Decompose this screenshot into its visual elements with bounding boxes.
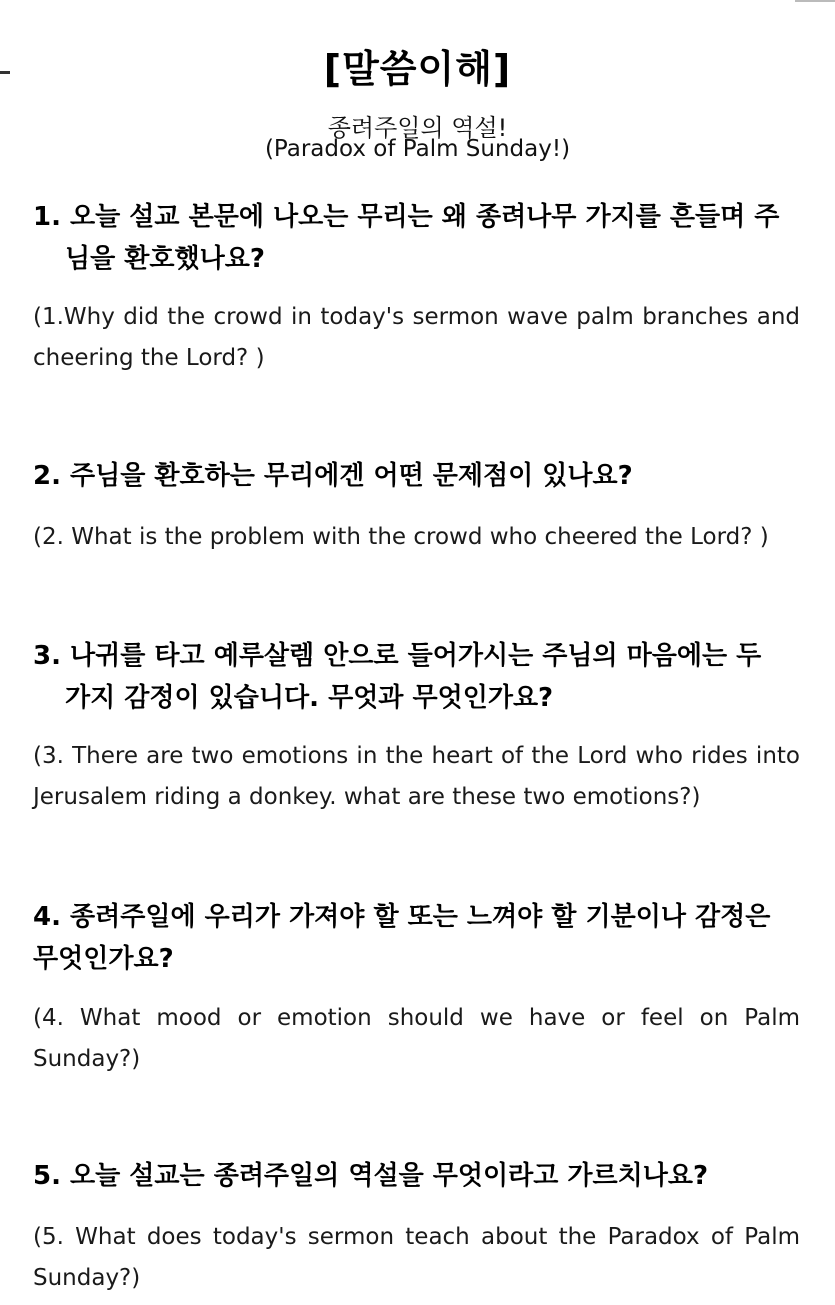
question-2-korean — [33, 455, 803, 497]
question-1-english: (1.Why did the crowd in today's sermon wave palm branches and cheering the Lord? ) — [33, 304, 800, 371]
question-3-korean — [33, 635, 803, 719]
question-5-english: (5. What does today's sermon teach about the Paradox of Palm Sunday?) — [33, 1224, 800, 1291]
question-3-english: (3. There are two emotions in the heart of the Lord who rides into Jerusalem riding a donkey. what are these two emotions?) — [33, 743, 800, 810]
subtitle-korean: 종려주일의 역설! — [327, 114, 508, 142]
question-1-korean-line1: 1. 오늘 설교 본문에 나오는 무리는 왜 종려나무 가지를 흔들며 주 — [33, 202, 780, 232]
question-3-korean-line1: 3. 나귀를 타고 예루살렘 안으로 들어가시는 주님의 마음에는 두 — [33, 641, 762, 671]
top-edge-line — [795, 0, 835, 2]
question-4-korean-line1: 4. 종려주일에 우리가 가져야 할 또는 느껴야 할 기분이나 감정은 — [33, 902, 771, 932]
question-3-korean-line2: 가지 감정이 있습니다. 무엇과 무엇인가요? — [65, 683, 554, 713]
question-1-korean-line2: 님을 환호했나요? — [65, 244, 265, 274]
question-5-korean — [33, 1155, 803, 1197]
question-2-korean-line1: 2. 주님을 환호하는 무리에겐 어떤 문제점이 있나요? — [33, 461, 633, 491]
question-2-english: (2. What is the problem with the crowd who cheered the Lord? ) — [33, 524, 769, 550]
question-1-korean — [33, 196, 803, 280]
question-4-korean-line2: 무엇인가요? — [33, 944, 174, 974]
page-title: [말씀이해] — [323, 47, 512, 91]
subtitle-english: (Paradox of Palm Sunday!) — [264, 136, 571, 162]
question-5-korean-line1: 5. 오늘 설교는 종려주일의 역설을 무엇이라고 가르치나요? — [33, 1161, 709, 1191]
question-4-english: (4. What mood or emotion should we have or feel on Palm Sunday?) — [33, 1005, 800, 1072]
question-4-korean — [33, 896, 803, 980]
